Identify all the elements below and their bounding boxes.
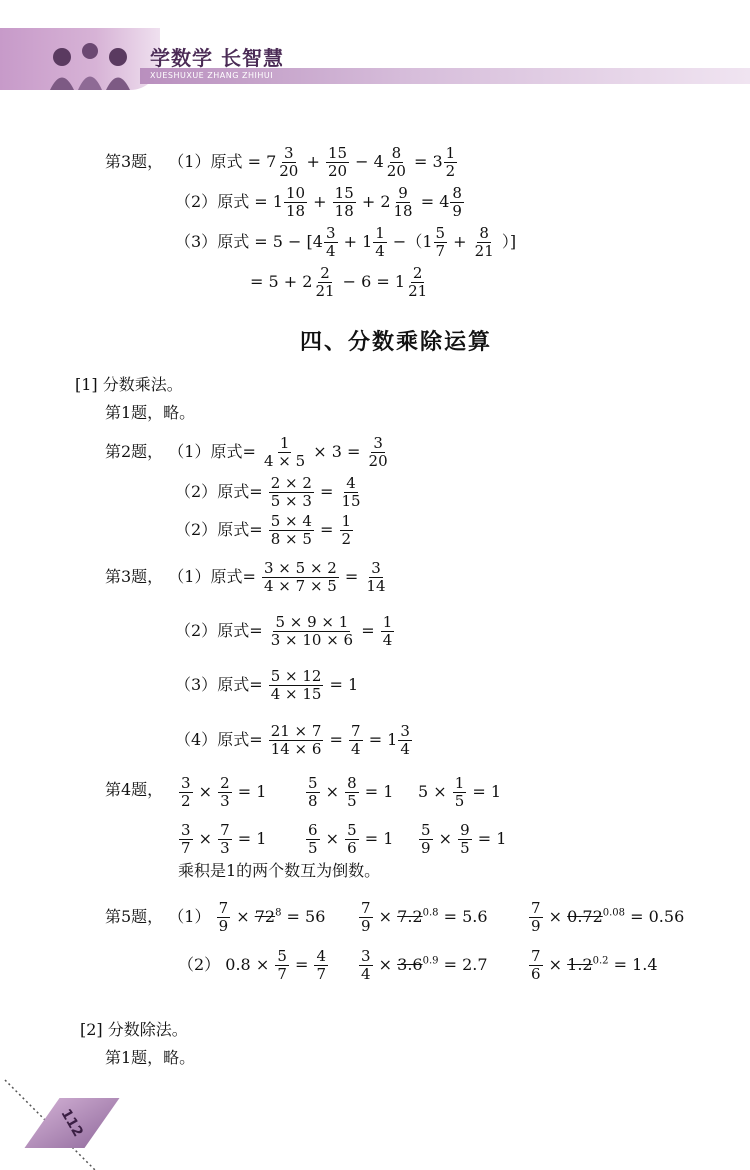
result: = 2.7: [443, 955, 488, 974]
fraction: $\frac{7}{9}$: [218, 899, 229, 935]
fraction: $\frac{5}{7}$: [435, 224, 446, 260]
fraction: $\frac{3}{4}$: [325, 224, 336, 260]
fraction: $\frac{3}{7}$: [181, 821, 191, 857]
expr: = 1: [254, 192, 283, 211]
p3-line-4: [250, 265, 430, 300]
op: =: [361, 621, 375, 640]
yuan-label: 原式: [217, 482, 250, 501]
fraction: $\frac{15}{18}$: [334, 184, 354, 220]
reduced-number: 0.8: [422, 907, 439, 919]
result: = 56: [286, 907, 326, 926]
struck-number: 3.6: [397, 955, 423, 974]
result: = 1: [237, 782, 267, 801]
reduced-number: 0.08: [602, 907, 626, 919]
q4-r1-a: $\frac{3}{2}$ × $\frac{2}{3}$ = 1: [181, 774, 267, 810]
result: = 1: [364, 829, 394, 848]
fraction: $\frac{5}{6}$: [347, 821, 357, 857]
q3-line-d: [175, 723, 413, 758]
op: = 4: [420, 192, 450, 211]
fraction: $\frac{3}{4}$: [400, 722, 410, 758]
result: = 1.4: [613, 955, 658, 974]
number: 5: [418, 782, 429, 801]
op: =: [249, 730, 263, 749]
op: =: [242, 442, 256, 461]
op: +: [453, 232, 467, 251]
fraction: $\frac{2}{3}$: [220, 774, 230, 810]
fraction: $\frac{3}{14}$: [366, 559, 386, 595]
fraction: $\frac{3}{2}$: [181, 774, 191, 810]
fraction: $\frac{2}{21}$: [408, 264, 428, 300]
item-index: （4）: [175, 730, 218, 749]
fraction: $\frac{15}{20}$: [327, 144, 348, 180]
op: +: [306, 152, 320, 171]
q2-line-c: [175, 513, 354, 548]
expr: = 5 + 2: [250, 272, 313, 291]
fraction: $\frac{1}{2}$: [341, 512, 352, 548]
struck-number: 1.2: [567, 955, 593, 974]
q1-line-2: 第1题，略。: [105, 1048, 196, 1067]
result: = 0.56: [630, 907, 685, 926]
op: =: [242, 567, 256, 586]
op: ×: [378, 955, 393, 974]
fraction: $\frac{6}{5}$: [308, 821, 318, 857]
yuan-label: 原式: [210, 442, 243, 461]
item-index: （2）: [178, 955, 221, 974]
children-illustration-icon: [40, 35, 140, 90]
page-header: [0, 0, 750, 95]
q4-r2-a: $\frac{3}{7}$ × $\frac{7}{3}$ = 1: [181, 821, 267, 857]
yuan-label: 原式: [217, 192, 250, 211]
fraction: $\frac{9}{18}$: [393, 184, 413, 220]
fraction: $\frac{5}{8}$: [308, 774, 318, 810]
p3-line-3: [175, 225, 516, 260]
op: =: [249, 621, 263, 640]
yuan-label: 原式: [210, 152, 243, 171]
op: ×: [548, 955, 563, 974]
op: = 3: [413, 152, 443, 171]
subsection-title-2: [2] 分数除法。: [80, 1020, 188, 1039]
struck-number: 7.2: [397, 907, 423, 926]
fraction: $\frac{7}{9}$: [361, 899, 371, 935]
item-index: （1）: [168, 907, 211, 926]
problem-label: 第3题，: [105, 152, 164, 171]
fraction: $\frac{2 \times 2}{5 \times 3}$: [270, 474, 312, 510]
fraction: $\frac{8}{20}$: [386, 144, 406, 180]
op: + 1: [343, 232, 373, 251]
yuan-label: 原式: [217, 232, 250, 251]
result: = 1: [472, 782, 502, 801]
item-index: （1）: [168, 442, 211, 461]
fraction: $\frac{4}{7}$: [316, 947, 326, 983]
q5-r2-a: [178, 948, 329, 983]
p3-line-1: [105, 145, 458, 180]
q1-line: 第1题，略。: [105, 403, 196, 422]
result: = 5.6: [443, 907, 488, 926]
op: − 4: [355, 152, 384, 171]
op: =: [320, 520, 334, 539]
fraction: $\frac{7}{3}$: [220, 821, 230, 857]
fraction: $\frac{2}{21}$: [315, 264, 335, 300]
struck-number: 0.72: [567, 907, 603, 926]
result: = 1: [364, 782, 394, 801]
p3-line-2: [175, 185, 465, 220]
op: ×: [548, 907, 563, 926]
item-index: （1）: [168, 152, 211, 171]
yuan-label: 原式: [217, 520, 250, 539]
fraction: $\frac{5}{9}$: [421, 821, 431, 857]
fraction: $\frac{5 \times 9 \times 1}{3 \times 10 \times 6}$: [270, 613, 354, 649]
q4-r1-b: $\frac{5}{8}$ × $\frac{8}{5}$ = 1: [308, 774, 394, 810]
fraction: $\frac{5}{7}$: [277, 947, 287, 983]
q5-r1-a: [105, 900, 325, 935]
result: = 1: [477, 829, 507, 848]
op: =: [320, 482, 334, 501]
reduced-number: 0.9: [422, 955, 439, 967]
q4-label: 第4题，: [105, 780, 164, 799]
subsection-title-1: [1] 分数乘法。: [75, 375, 183, 394]
yuan-label: 原式: [217, 621, 250, 640]
q4-r1-c: 5 × $\frac{1}{5}$ = 1: [418, 774, 502, 810]
fraction: $\frac{1}{5}$: [454, 774, 465, 810]
fraction: $\frac{3}{20}$: [368, 434, 388, 470]
item-index: （3）: [175, 232, 218, 251]
fraction: $\frac{1}{4 \times 5}$: [263, 434, 306, 470]
op: =: [344, 567, 359, 586]
fraction: $\frac{7}{4}$: [351, 722, 361, 758]
fraction: $\frac{7}{9}$: [531, 899, 541, 935]
q3-line-a: [105, 560, 389, 595]
problem-label: 第2题，: [105, 442, 164, 461]
op: = 1: [368, 730, 398, 749]
item-index: （2）: [175, 621, 218, 640]
fraction: $\frac{9}{5}$: [460, 821, 470, 857]
fraction: $\frac{8}{5}$: [347, 774, 357, 810]
op: − 6 = 1: [342, 272, 406, 291]
fraction: $\frac{1}{4}$: [375, 224, 385, 260]
q2-line-b: [175, 475, 364, 510]
fraction: $\frac{21 \times 7}{14 \times 6}$: [270, 722, 322, 758]
struck-number: 72: [254, 907, 276, 926]
item-index: （2）: [175, 520, 218, 539]
fraction: $\frac{5 \times 4}{8 \times 5}$: [270, 512, 312, 548]
q5-r1-c: [528, 900, 684, 935]
op: =: [329, 730, 343, 749]
reduced-number: 8: [275, 907, 282, 919]
problem-label: 第5题，: [105, 907, 164, 926]
op: ）]: [501, 232, 517, 251]
header-title: 学数学 长智慧: [150, 46, 284, 70]
expr: 0.8 ×: [225, 955, 270, 974]
yuan-label: 原式: [217, 730, 250, 749]
op: =: [249, 482, 263, 501]
item-index: （1）: [168, 567, 211, 586]
header-subtitle: XUESHUXUE ZHANG ZHIHUI: [150, 71, 274, 80]
problem-label: 第3题，: [105, 567, 164, 586]
q5-r1-b: [358, 900, 488, 935]
expr: = 7: [247, 152, 277, 171]
fraction: $\frac{7}{6}$: [531, 947, 541, 983]
result: = 1: [237, 829, 267, 848]
op: × 3 =: [313, 442, 361, 461]
q3-line-b: [175, 614, 395, 649]
op: =: [249, 520, 263, 539]
fraction: $\frac{3}{20}$: [279, 144, 299, 180]
fraction: $\frac{1}{2}$: [445, 144, 456, 180]
item-index: （2）: [175, 482, 218, 501]
op: +: [313, 192, 327, 211]
op: + 2: [361, 192, 391, 211]
yuan-label: 原式: [210, 567, 243, 586]
op: ×: [236, 907, 250, 926]
fraction: $\frac{4}{15}$: [341, 474, 361, 510]
fraction: $\frac{1}{4}$: [382, 613, 393, 649]
q5-r2-c: [528, 948, 658, 983]
op: =: [249, 675, 263, 694]
op: =: [294, 955, 309, 974]
fraction: $\frac{3 \times 5 \times 2}{4 \times 7 \times 5}$: [263, 559, 337, 595]
item-index: （2）: [175, 192, 218, 211]
item-index: （3）: [175, 675, 218, 694]
q2-line-a: [105, 435, 391, 470]
q4-r2-c: $\frac{5}{9}$ × $\frac{9}{5}$ = 1: [421, 821, 507, 857]
q4-note: 乘积是1的两个数互为倒数。: [178, 861, 381, 880]
fraction: $\frac{3}{4}$: [361, 947, 371, 983]
fraction: $\frac{8}{21}$: [474, 224, 494, 260]
q4-r2-b: $\frac{6}{5}$ × $\frac{5}{6}$ = 1: [308, 821, 394, 857]
op: = 1: [329, 675, 359, 694]
reduced-number: 0.2: [592, 955, 609, 967]
op: −（1: [392, 232, 433, 251]
yuan-label: 原式: [217, 675, 250, 694]
q5-r2-b: [358, 948, 488, 983]
q3-line-c: [175, 668, 358, 703]
fraction: $\frac{8}{9}$: [452, 184, 462, 220]
section-heading: 四、分数乘除运算: [300, 330, 493, 355]
page-number: 112: [57, 1106, 87, 1140]
fraction: $\frac{10}{18}$: [285, 184, 306, 220]
expr: = 5 − [4: [254, 232, 323, 251]
fraction: $\frac{5 \times 12}{4 \times 15}$: [270, 667, 322, 703]
op: ×: [378, 907, 393, 926]
